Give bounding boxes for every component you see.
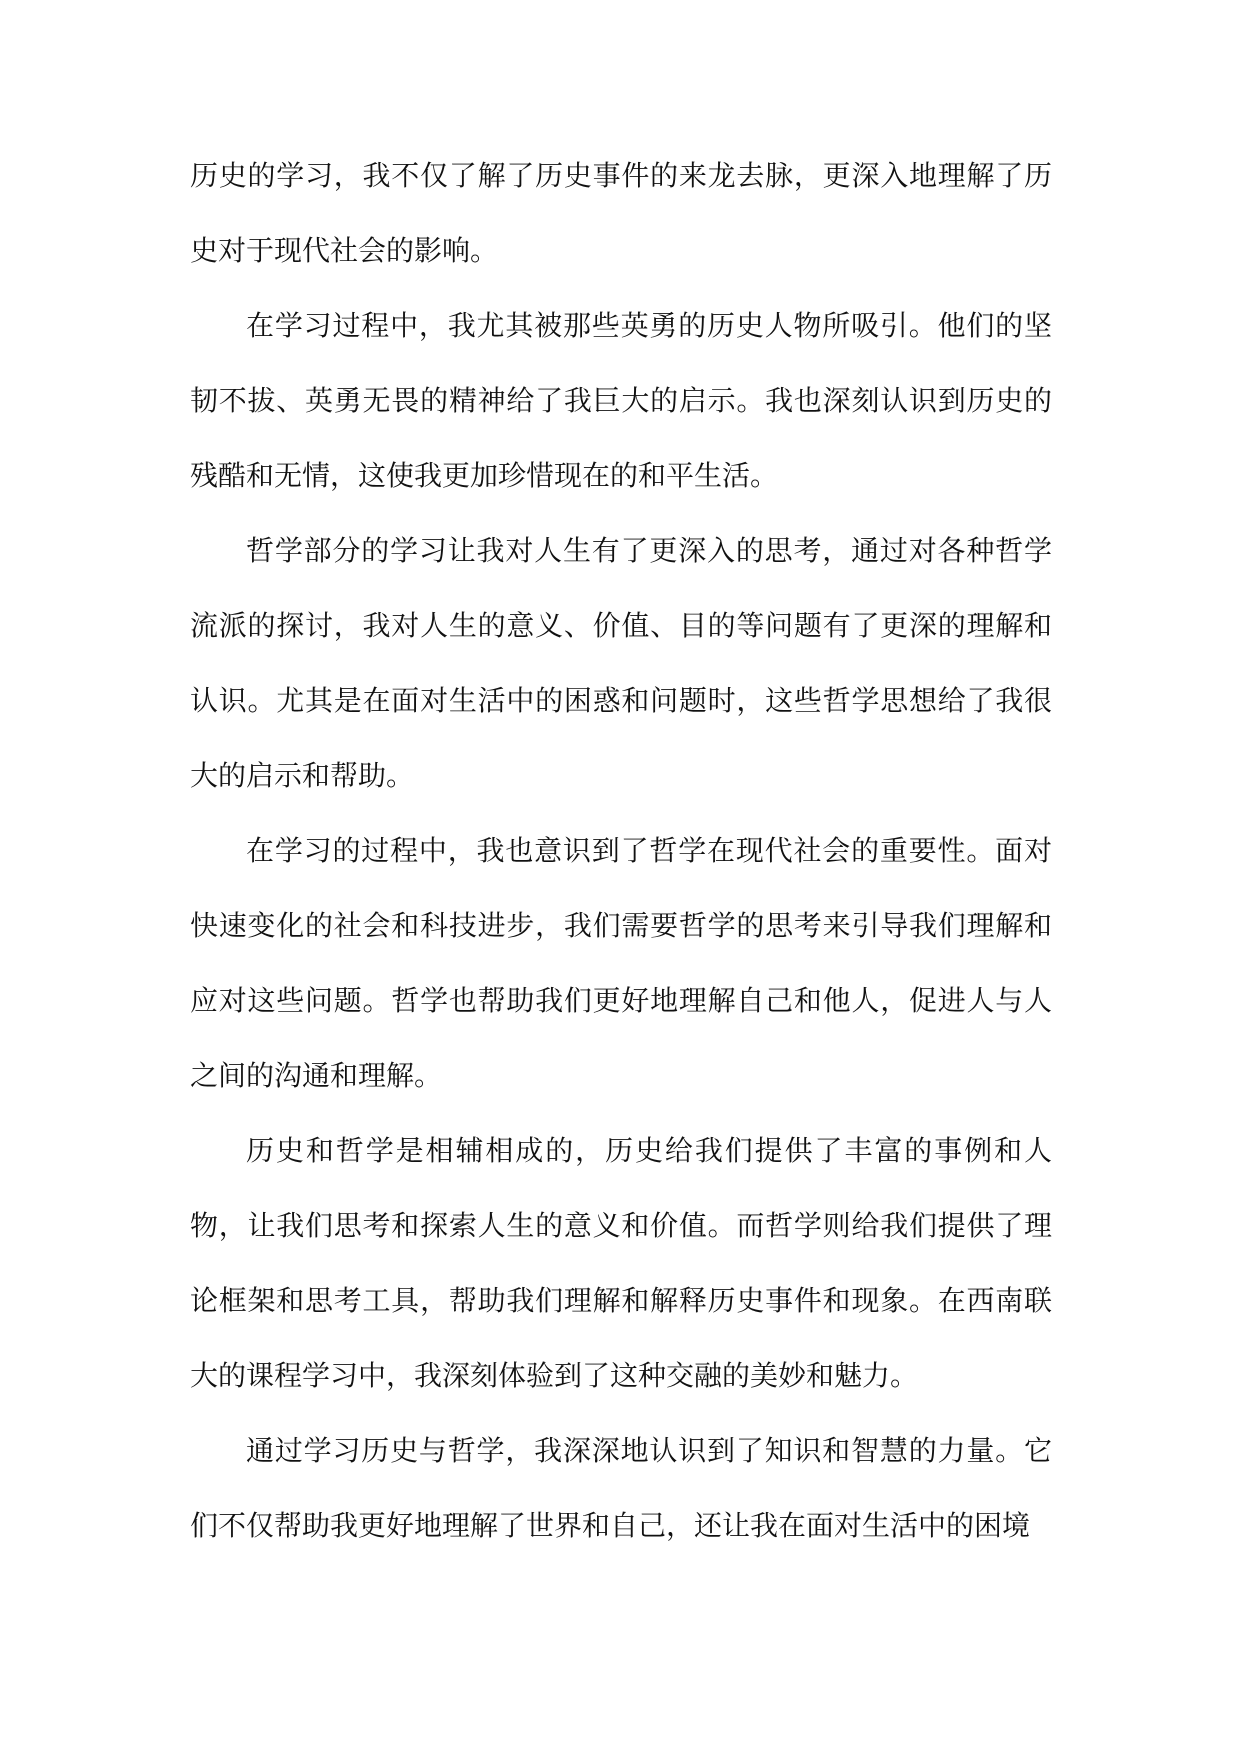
paragraph-3: 哲学部分的学习让我对人生有了更深入的思考，通过对各种哲学流派的探讨，我对人生的意义、价值、目的等问题有了更深的理解和认识。尤其是在面对生活中的困惑和问题时，这些哲学思想给了我很大的启示和帮助。 [190, 534, 1052, 792]
paragraph-4: 在学习的过程中，我也意识到了哲学在现代社会的重要性。面对快速变化的社会和科技进步，我们需要哲学的思考来引导我们理解和应对这些问题。哲学也帮助我们更好地理解自己和他人，促进人与人之间的沟通和理解。 [190, 834, 1052, 1092]
paragraph-1: 历史的学习，我不仅了解了历史事件的来龙去脉，更深入地理解了历史对于现代社会的影响。 [190, 159, 1052, 267]
paragraph-6: 通过学习历史与哲学，我深深地认识到了知识和智慧的力量。它们不仅帮助我更好地理解了世界和自己，还让我在面对生活中的困境 [190, 1434, 1052, 1542]
paragraph-5: 历史和哲学是相辅相成的，历史给我们提供了丰富的事例和人物，让我们思考和探索人生的意义和价值。而哲学则给我们提供了理论框架和思考工具，帮助我们理解和解释历史事件和现象。在西南联大的课程学习中，我深刻体验到了这种交融的美妙和魅力。 [190, 1134, 1052, 1392]
document-body [190, 138, 1052, 1563]
paragraph-2: 在学习过程中，我尤其被那些英勇的历史人物所吸引。他们的坚韧不拔、英勇无畏的精神给了我巨大的启示。我也深刻认识到历史的残酷和无情，这使我更加珍惜现在的和平生活。 [190, 309, 1052, 492]
